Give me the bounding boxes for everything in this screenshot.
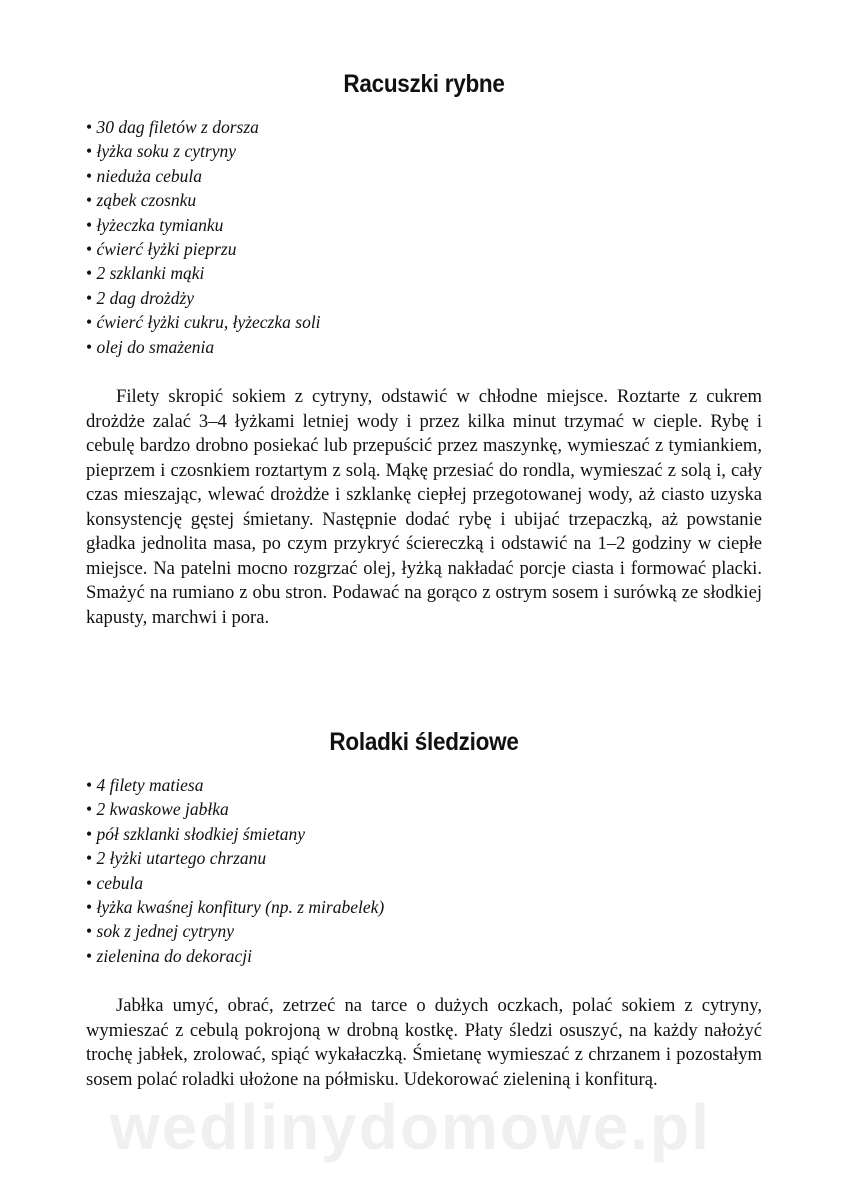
ingredient-item: • olej do smażenia (86, 335, 762, 359)
ingredient-item: • 2 kwaskowe jabłka (86, 797, 762, 821)
ingredient-item: • sok z jednej cytryny (86, 919, 762, 943)
ingredient-item: • 2 szklanki mąki (86, 261, 762, 285)
recipe-method: Filety skropić sokiem z cytryny, odstawić w chłodne miejsce. Roztarte z cukrem drożdże zalać 3–4 łyżkami letniej wody i przez kilka minut trzymać w cieple. Rybę i cebulę bardzo drobno posiekać lub przepuścić przez maszynkę, wymieszać z tymiankiem, pieprzem i czosnkiem roztartym z solą. Mąkę przesiać do rondla, wymieszać z solą i, cały czas mieszając, wlewać drożdże i szklankę ciepłej przegotowanej wody, aż ciasto uzyska konsystencję gęstej śmietany. Następnie dodać rybę i ubijać trzepaczką, aż powstanie gładka jednolita masa, po czym przykryć ściereczką i odstawić na 1–2 godziny w ciepłe miejsce. Na patelni mocno rozgrzać olej, łyżką nakładać porcje ciasta i formować placki. Smażyć na rumiano z obu stron. Podawać na gorąco z ostrym sosem i surówką ze słodkiej kapusty, marchwi i pora. (86, 386, 762, 628)
recipe-title: Racuszki rybne (343, 70, 505, 98)
ingredient-item: • ząbek czosnku (86, 188, 762, 212)
recipe-method: Jabłka umyć, obrać, zetrzeć na tarce o dużych oczkach, polać sokiem z cytryny, wymieszać z cebulą pokrojoną w drobną kostkę. Płaty śledzi osuszyć, na każdy nałożyć trochę jabłek, zrolować, spiąć wykałaczką. Śmietanę wymieszać z chrzanem i pozostałym sosem polać roladki ułożone na półmisku. Udekorować zieleniną i konfiturą. (86, 995, 762, 1090)
ingredient-item: • łyżka kwaśnej konfitury (np. z mirabelek) (86, 895, 762, 919)
ingredient-list (86, 773, 762, 968)
recipe-racuszki-rybne (86, 70, 762, 630)
ingredient-item: • nieduża cebula (86, 164, 762, 188)
ingredient-item: • 2 łyżki utartego chrzanu (86, 846, 762, 870)
ingredient-item: • 30 dag filetów z dorsza (86, 115, 762, 139)
ingredient-item: • ćwierć łyżki pieprzu (86, 237, 762, 261)
ingredient-item: • 2 dag drożdży (86, 286, 762, 310)
recipe-title: Roladki śledziowe (329, 728, 519, 756)
ingredient-item: • zielenina do dekoracji (86, 944, 762, 968)
ingredient-item: • łyżeczka tymianku (86, 213, 762, 237)
ingredient-item: • łyżka soku z cytryny (86, 139, 762, 163)
ingredient-item: • cebula (86, 871, 762, 895)
recipe-roladki-sledziowe (86, 728, 762, 1092)
ingredient-list (86, 115, 762, 359)
ingredient-item: • pół szklanki słodkiej śmietany (86, 822, 762, 846)
watermark: wedlinydomowe.pl (110, 1091, 711, 1163)
ingredient-item: • 4 filety matiesa (86, 773, 762, 797)
ingredient-item: • ćwierć łyżki cukru, łyżeczka soli (86, 310, 762, 334)
